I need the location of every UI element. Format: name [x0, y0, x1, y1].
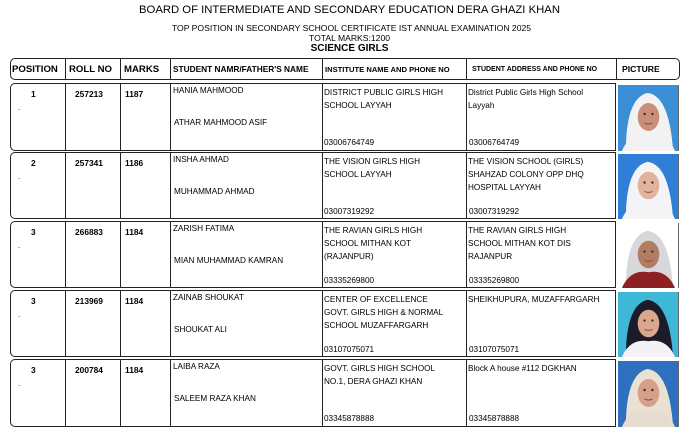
exam-title: TOP POSITION IN SECONDARY SCHOOL CERTIFICATE IST ANNUAL EXAMINATION 2025	[171, 23, 532, 33]
col-roll-no: ROLL NO	[69, 64, 112, 75]
student-photo	[618, 361, 679, 427]
col-picture: PICTURE	[622, 64, 660, 74]
table-row	[10, 290, 616, 357]
institute-line-3: SCHOOL MUZAFFARGARH	[324, 321, 429, 330]
col-position: POSITION	[12, 64, 58, 75]
divider	[322, 83, 323, 151]
father-name: SHOUKAT ALI	[174, 325, 227, 334]
divider	[65, 359, 66, 427]
student-name: ZARISH FATIMA	[173, 224, 235, 233]
institute-line-2: GOVT. GIRLS HIGH & NORMAL	[324, 308, 444, 317]
dot-marker: .	[18, 172, 21, 181]
divider	[322, 59, 323, 79]
student-photo	[618, 85, 679, 151]
divider	[65, 83, 66, 151]
institute-phone: 03007319292	[324, 207, 375, 216]
roll-no-value: 200784	[75, 365, 103, 375]
address-phone: 03006764749	[469, 138, 520, 147]
father-name: MIAN MUHAMMAD KAMRAN	[174, 256, 284, 265]
address-line-1: THE RAVIAN GIRLS HIGH	[468, 226, 567, 235]
father-name: ATHAR MAHMOOD ASIF	[174, 118, 268, 127]
divider	[615, 221, 616, 288]
divider	[322, 290, 323, 357]
student-photo	[618, 154, 679, 219]
divider	[616, 59, 617, 79]
board-title: BOARD OF INTERMEDIATE AND SECONDARY EDUCATION DERA GHAZI KHAN	[139, 4, 560, 16]
dot-marker: .	[18, 103, 21, 112]
table-row	[10, 359, 616, 427]
divider	[466, 83, 467, 151]
table-row	[10, 221, 616, 288]
student-name: INSHA AHMAD	[173, 155, 229, 164]
portrait-icon	[618, 223, 678, 288]
divider	[65, 221, 66, 288]
institute-line-2: SCHOOL MITHAN KOT	[324, 239, 412, 248]
divider	[322, 359, 323, 427]
address-line-2: Layyah	[468, 101, 495, 110]
address-line-1: District Public Girls High School	[468, 88, 584, 97]
institute-line-2: SCHOOL LAYYAH	[324, 101, 392, 110]
divider	[170, 59, 171, 79]
student-name: ZAINAB SHOUKAT	[173, 293, 244, 302]
divider	[466, 59, 467, 79]
institute-line-2: NO.1, DERA GHAZI KHAN	[324, 377, 423, 386]
position-value: 2	[31, 158, 36, 168]
institute-line-2: SCHOOL LAYYAH	[324, 170, 392, 179]
divider	[170, 221, 171, 288]
institute-phone: 03006764749	[324, 138, 375, 147]
position-value: 3	[31, 365, 36, 375]
address-phone: 03345878888	[469, 414, 520, 423]
address-line-1: THE VISION SCHOOL (GIRLS)	[468, 157, 584, 166]
divider	[322, 221, 323, 288]
student-name: HANIA MAHMOOD	[173, 86, 244, 95]
col-student-name: STUDENT NAMR/FATHER'S NAME	[173, 64, 309, 74]
address-line-2: SHAHZAD COLONY OPP DHQ	[468, 170, 584, 179]
marks-value: 1184	[125, 296, 144, 306]
institute-phone: 03107075071	[324, 345, 375, 354]
address-line-3: HOSPITAL LAYYAH	[468, 183, 541, 192]
portrait-icon	[618, 292, 678, 357]
divider	[65, 59, 66, 79]
address-line-1: SHEIKHUPURA, MUZAFFARGARH	[468, 295, 600, 304]
col-institute: INSTITUTE NAME AND PHONE NO	[325, 65, 450, 74]
divider	[120, 59, 121, 79]
address-phone: 03335269800	[469, 276, 520, 285]
roll-no-value: 266883	[75, 227, 103, 237]
table-row	[10, 83, 616, 151]
dot-marker: .	[18, 379, 21, 388]
roll-no-value: 213969	[75, 296, 103, 306]
divider	[65, 290, 66, 357]
divider	[170, 83, 171, 151]
divider	[466, 290, 467, 357]
total-marks: TOTAL MARKS:1200	[308, 33, 391, 43]
divider	[615, 359, 616, 427]
divider	[120, 359, 121, 427]
table-header	[10, 58, 680, 80]
divider	[466, 221, 467, 288]
position-value: 3	[31, 296, 36, 306]
divider	[322, 152, 323, 219]
student-name: LAIBA RAZA	[173, 362, 220, 371]
student-photo	[618, 223, 679, 288]
institute-phone: 03345878888	[324, 414, 375, 423]
father-name: MUHAMMAD AHMAD	[174, 187, 255, 196]
divider	[615, 83, 616, 151]
address-line-1: Block A house #112 DGKHAN	[468, 364, 577, 373]
divider	[170, 290, 171, 357]
marks-value: 1184	[125, 365, 144, 375]
divider	[120, 83, 121, 151]
institute-phone: 03335269800	[324, 276, 375, 285]
institute-line-1: DISTRICT PUBLIC GIRLS HIGH	[324, 88, 444, 97]
divider	[120, 152, 121, 219]
marks-value: 1186	[125, 158, 144, 168]
dot-marker: .	[18, 241, 21, 250]
student-photo	[618, 292, 679, 357]
portrait-icon	[618, 154, 678, 219]
col-address: STUDENT ADDRESS AND PHONE NO	[472, 66, 598, 73]
institute-line-1: THE VISION GIRLS HIGH	[324, 157, 420, 166]
divider	[466, 152, 467, 219]
institute-line-3: (RAJANPUR)	[324, 252, 374, 261]
portrait-icon	[618, 85, 678, 151]
address-phone: 03007319292	[469, 207, 520, 216]
dot-marker: .	[18, 310, 21, 319]
divider	[170, 152, 171, 219]
divider	[615, 290, 616, 357]
roll-no-value: 257341	[75, 158, 103, 168]
divider	[466, 359, 467, 427]
divider	[65, 152, 66, 219]
address-phone: 03107075071	[469, 345, 520, 354]
divider	[170, 359, 171, 427]
marks-value: 1187	[125, 89, 144, 99]
address-line-3: RAJANPUR	[468, 252, 513, 261]
institute-line-1: CENTER OF EXCELLENCE	[324, 295, 428, 304]
address-line-2: SCHOOL MITHAN KOT DIS	[468, 239, 571, 248]
divider	[615, 152, 616, 219]
category-title: SCIENCE GIRLS	[310, 43, 389, 54]
position-value: 1	[31, 89, 36, 99]
marks-value: 1184	[125, 227, 144, 237]
position-value: 3	[31, 227, 36, 237]
father-name: SALEEM RAZA KHAN	[174, 394, 256, 403]
divider	[120, 221, 121, 288]
portrait-icon	[618, 361, 678, 427]
institute-line-1: THE RAVIAN GIRLS HIGH	[324, 226, 423, 235]
table-row	[10, 152, 616, 219]
institute-line-1: GOVT. GIRLS HIGH SCHOOL	[324, 364, 436, 373]
col-marks: MARKS	[124, 64, 160, 75]
roll-no-value: 257213	[75, 89, 103, 99]
divider	[120, 290, 121, 357]
